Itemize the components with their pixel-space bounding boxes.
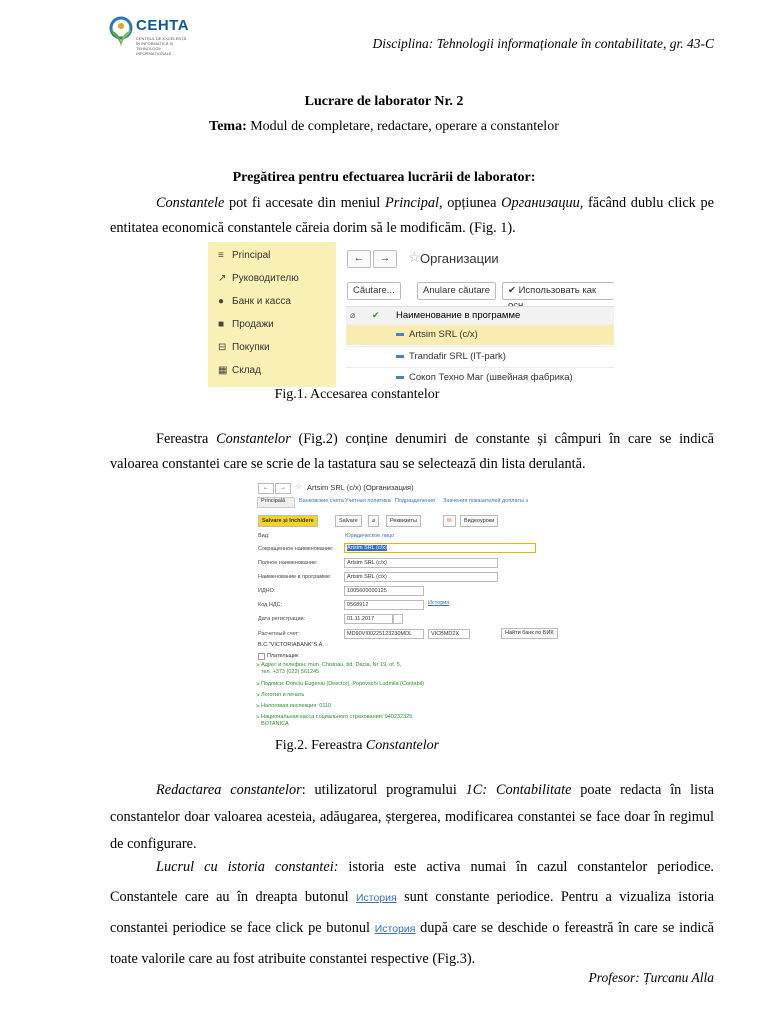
field-label: Полное наименование:	[258, 560, 318, 566]
topic-text: Modul de completare, redactare, operare a constantelor	[246, 119, 559, 134]
sidebar-item-label: Principal	[232, 250, 271, 261]
forward-button[interactable]: →	[275, 483, 291, 494]
field-label: ИДНО:	[258, 588, 276, 594]
signatures-link[interactable]: Подписи: Donciu Eugeniu (Director), Popovschi Ludmila (Contabil)	[261, 681, 424, 687]
sidebar-item-label: Склад	[232, 365, 261, 376]
history-link[interactable]: История	[428, 600, 450, 606]
search-button[interactable]: Căutare...	[347, 282, 401, 300]
text: sunt constante periodice. Pentru a vizualiza istoria constantei periodice se face click pe butonul	[110, 889, 714, 936]
term-1c: 1C: Contabilitate	[465, 782, 572, 798]
attachment-icon: ⌀	[350, 310, 356, 320]
paragraph-1	[110, 191, 714, 241]
sidebar-item-principal[interactable]	[218, 247, 270, 265]
caption-term: Constantelor	[365, 738, 440, 753]
social-insurance-link[interactable]: Национальная касса социального страхования: 940232325	[261, 714, 413, 720]
details-button[interactable]: Реквизиты	[386, 515, 421, 527]
field-label: Расчетный счет:	[258, 631, 300, 637]
use-as-main-button[interactable]: ✔ Использовать как	[502, 282, 614, 300]
star-icon[interactable]: ☆	[408, 249, 421, 265]
table-row[interactable]	[346, 325, 614, 345]
chevron-right-icon[interactable]: >	[256, 715, 260, 721]
payer-label: Плательщик	[267, 653, 299, 659]
cehta-logo	[108, 14, 190, 56]
check-icon: ✔	[372, 310, 380, 320]
sidebar-item-sales[interactable]	[218, 316, 274, 334]
text: (Fig.2) conține denumiri de constante și câmpuri în care se indică valoarea constantei care se scrie de la tastatura sau se selectează din lista derulantă.	[110, 431, 715, 472]
field-label: Код НДС:	[258, 602, 283, 608]
save-button[interactable]: Salvare	[335, 515, 362, 527]
text: Fereastra	[156, 431, 217, 447]
tax-inspection-link[interactable]: Налоговая инспекция: 0110	[261, 703, 332, 709]
coin-icon: ●	[218, 296, 225, 307]
bic-input[interactable]: VICBMD2X	[428, 629, 470, 639]
organizations-window	[336, 242, 614, 387]
sidebar-item-manager[interactable]	[218, 270, 299, 288]
item-icon	[396, 376, 404, 379]
botanica-text: BOTANICA	[261, 721, 289, 727]
preparation-heading: Pregătirea pentru efectuarea lucrării de laborator:	[232, 170, 536, 185]
back-button[interactable]: ←	[347, 250, 371, 268]
discipline-header: Disciplina: Tehnologii informaționale în contabilitate, gr. 43-C	[372, 36, 714, 51]
tab-bank-accounts[interactable]: Банковские счета	[299, 498, 344, 504]
org-name: Сокоп Техно Маг (швейная фабрика)	[409, 372, 573, 383]
term-editing: Redactarea constantelor	[156, 782, 302, 798]
window-title: Artsim SRL (c/x) (Организация)	[307, 483, 414, 492]
selected-text: Artsim SRL (c/x)	[347, 545, 387, 551]
chevron-right-icon[interactable]: >	[256, 693, 260, 699]
term-organizations: Организации,	[501, 195, 584, 211]
sidebar-item-label: Банк и касса	[232, 296, 291, 307]
star-icon[interactable]: ☆	[295, 482, 303, 491]
paragraph-4	[110, 852, 714, 974]
chevron-right-icon[interactable]: >	[256, 704, 260, 710]
program-name-input[interactable]: Artsim SRL (c/x)	[344, 572, 498, 582]
attach-button[interactable]: ⌀	[368, 515, 379, 527]
figure-2-caption	[0, 738, 768, 754]
window-title: Организации	[420, 251, 499, 266]
sidebar-item-label: Руководителю	[232, 273, 299, 284]
field-label: Наименование в программе:	[258, 574, 332, 580]
sidebar-item-bank[interactable]	[218, 293, 291, 311]
table-row[interactable]	[346, 346, 614, 367]
topic-label: Tema:	[209, 119, 247, 134]
forward-button[interactable]: →	[373, 250, 397, 268]
text: : utilizatorul programului	[301, 782, 466, 798]
tab-principal[interactable]: Principală	[261, 498, 286, 504]
table-row[interactable]	[346, 367, 614, 388]
history-button[interactable]: История	[374, 923, 416, 935]
history-button[interactable]: История	[355, 892, 397, 904]
save-close-button[interactable]: Salvare și închidere	[258, 515, 318, 527]
term-constants: Constantelor	[216, 431, 291, 447]
column-name-header[interactable]: Наименование в программе	[396, 310, 521, 321]
org-name: Artsim SRL (c/x)	[409, 329, 478, 340]
figure-1-screenshot	[208, 242, 614, 387]
list-icon: ≡	[218, 250, 224, 261]
mail-button[interactable]: ✉	[443, 515, 456, 527]
main-menu-sidebar	[208, 242, 336, 387]
logo-text: CEHTA	[136, 17, 190, 34]
table-header	[346, 306, 614, 326]
text: opțiunea	[442, 195, 502, 211]
term-history: Lucrul cu istoria constantei:	[156, 859, 339, 875]
address-link[interactable]: Адрес и телефон: mun. Chisinau, bd. Dacia, Nr 19, of. 5,	[261, 662, 402, 668]
phone-text: тел. +373 (022) 561245	[261, 669, 320, 675]
tab-accounting-policy[interactable]: Учетная политика	[345, 498, 391, 504]
payer-checkbox[interactable]	[258, 653, 265, 660]
tab-departments[interactable]: Подразделения	[395, 498, 435, 504]
paragraph-2	[110, 427, 714, 477]
type-value[interactable]: Юридическое лицо	[345, 533, 395, 539]
figure-2-screenshot	[253, 478, 569, 728]
cart-icon: ⊟	[218, 342, 227, 353]
figure-1-caption: Fig.1. Accesarea constantelor	[274, 387, 440, 402]
trend-icon: ↗	[218, 273, 227, 284]
text: după care se deschide o fereastră în care se indică toate valorile care au fost atribuite constantei respective (Fig.3).	[110, 920, 715, 967]
vat-code-input[interactable]: 0568912	[344, 600, 424, 610]
sidebar-item-label: Покупки	[232, 342, 270, 353]
term-constants: Constantele	[156, 195, 225, 211]
paragraph-3	[110, 777, 714, 858]
professor-footer: Profesor: Țurcanu Alla	[588, 970, 714, 985]
sidebar-item-purchases[interactable]	[218, 339, 270, 357]
item-icon	[396, 355, 404, 358]
registration-date-input[interactable]: 01.11.2017	[344, 614, 394, 624]
short-name-input[interactable]	[344, 543, 536, 553]
text: poate redacta în lista constantelor doar valoarea acesteia, adăugarea, ștergerea, modificarea constantei se face doar în regimul de configurare.	[110, 782, 715, 852]
sidebar-item-warehouse[interactable]	[218, 362, 261, 380]
find-bank-button[interactable]: Найти банк по БИК	[501, 628, 558, 639]
sidebar-item-label: Продажи	[232, 319, 274, 330]
lab-topic	[0, 119, 768, 135]
text: istoria este activa numai în cazul constantelor periodice. Constantele care au în dreapta butonul	[110, 859, 714, 905]
back-button[interactable]: ←	[258, 483, 274, 494]
chevron-right-icon[interactable]: >	[256, 663, 260, 669]
field-label: Дата регистрации:	[258, 616, 306, 622]
caption-text: Fig.2. Fereastra	[274, 738, 366, 753]
text: pot fi accesate din meniul	[224, 195, 385, 211]
logo-stamp-link[interactable]: Логотип и печать	[261, 692, 305, 698]
item-icon	[396, 333, 404, 336]
text: făcând dublu click pe entitatea economică constantele căreia dorim să le modificăm. (Fig. 1).	[110, 195, 714, 236]
logo-subtitle: CENTRUL DE EXCELENȚĂ ÎN INFORMATICĂ ȘI TEHNOLOGII INFORMAȚIONALE	[136, 36, 187, 56]
bag-icon: ■	[218, 319, 225, 330]
grid-icon: ▦	[218, 365, 228, 376]
field-label: Вид:	[258, 533, 270, 539]
full-name-input[interactable]: Artsim SRL (c/x)	[344, 558, 498, 568]
field-label: Сокращенное наименование:	[258, 546, 334, 552]
calendar-icon[interactable]	[392, 614, 403, 624]
bank-account-input[interactable]: MD90VI00225123230MDL	[344, 629, 424, 639]
bank-name: B.C."VICTORIABANK"S.A.	[258, 642, 324, 648]
term-principal: Principal,	[384, 195, 443, 211]
logo-icon	[108, 14, 134, 50]
idno-input[interactable]: 1005600000125	[344, 586, 424, 596]
chevron-right-icon[interactable]: >	[256, 682, 260, 688]
org-name: Trandafir SRL (IT-park)	[409, 351, 506, 362]
lab-title: Lucrare de laborator Nr. 2	[304, 94, 464, 109]
cancel-search-button[interactable]: Anulare căutare	[417, 282, 496, 300]
video-lessons-button[interactable]: Видеоуроки	[460, 515, 498, 527]
tab-indicators[interactable]: Значения показателей доплаты з	[443, 498, 528, 504]
